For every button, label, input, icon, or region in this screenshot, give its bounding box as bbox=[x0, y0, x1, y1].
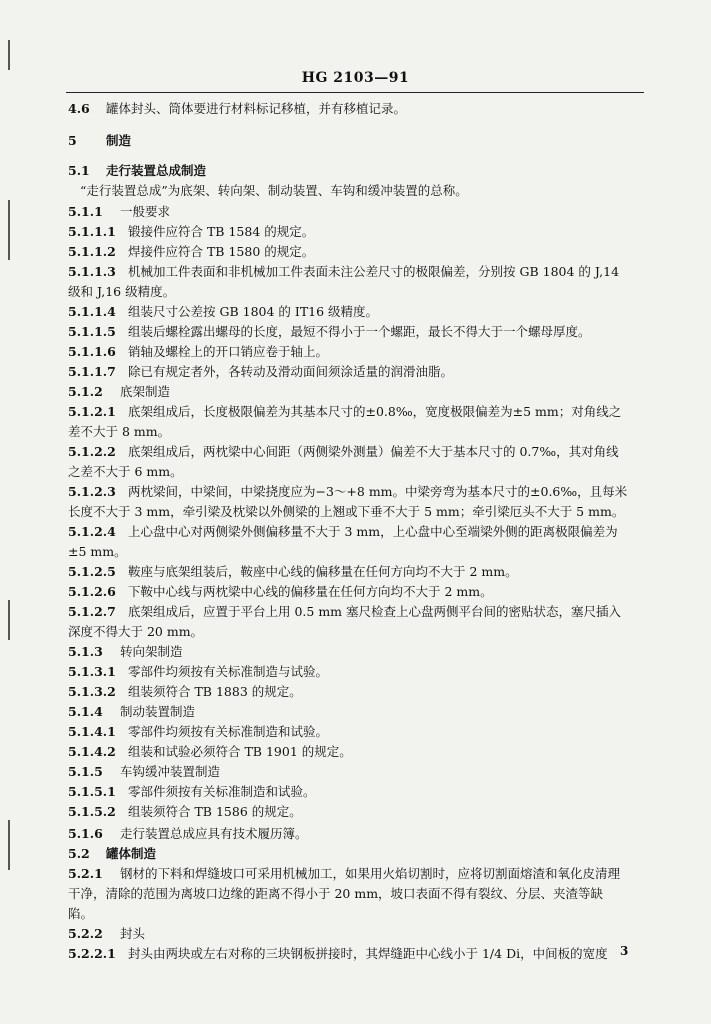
scan-edge-mark bbox=[8, 600, 10, 640]
clause-text: 车钩缓冲装置制造 bbox=[120, 764, 221, 779]
text-line bbox=[68, 424, 648, 440]
clause-text: 底架组成后，两枕梁中心间距（两侧梁外测量）偏差不大于基本尺寸的 0.7‰，其对角线 bbox=[128, 444, 619, 459]
scan-edge-mark bbox=[8, 40, 10, 70]
clause-text: 级和 J,16 级精度。 bbox=[68, 284, 176, 299]
clause-number: 5.1.1.1 bbox=[68, 224, 116, 239]
clause-text: 零部件须按有关标准制造和试验。 bbox=[128, 784, 316, 799]
text-line bbox=[68, 183, 660, 199]
clause-number: 5.2.2 bbox=[68, 926, 103, 941]
clause-number: 5.1.2.7 bbox=[68, 604, 116, 619]
clause-text: “走行装置总成”为底架、转向架、制动装置、车钩和缓冲装置的总称。 bbox=[80, 183, 468, 198]
clause-number: 5.1 bbox=[68, 163, 90, 178]
clause-text: 底架组成后，应置于平台上用 0.5 mm 塞尺检查上心盘两侧平台间的密贴状态，塞尺插入 bbox=[128, 604, 622, 619]
clause-text: 锻接件应符合 TB 1584 的规定。 bbox=[128, 224, 315, 239]
text-line bbox=[68, 133, 648, 149]
text-line bbox=[68, 524, 648, 540]
clause-number: 5.1.3.1 bbox=[68, 664, 116, 679]
clause-text: 一般要求 bbox=[120, 204, 171, 219]
text-line bbox=[68, 304, 648, 320]
text-line bbox=[68, 604, 648, 620]
clause-text: 走行装置总成应具有技术履历簿。 bbox=[120, 826, 308, 841]
clause-text: 上心盘中心对两侧梁外侧偏移量不大于 3 mm，上心盘中心至端梁外侧的距离极限偏差为 bbox=[128, 524, 618, 539]
clause-text: 封头由两块或左右对称的三块钢板拼接时，其焊缝距中心线小于 1/4 Di，中间板的宽度 bbox=[128, 946, 608, 961]
clause-number: 5.1.5 bbox=[68, 764, 103, 779]
text-line bbox=[68, 764, 648, 780]
text-line bbox=[68, 644, 648, 660]
clause-text: ±5 mm。 bbox=[68, 544, 127, 559]
clause-text: 零部件均须按有关标准制造与试验。 bbox=[128, 664, 329, 679]
clause-text: 走行装置总成制造 bbox=[106, 163, 207, 178]
text-line bbox=[68, 724, 648, 740]
clause-number: 5.1.1.5 bbox=[68, 324, 116, 339]
text-line bbox=[68, 344, 648, 360]
text-line bbox=[68, 384, 648, 400]
text-line bbox=[68, 544, 648, 560]
clause-text: 组装后螺栓露出螺母的长度，最短不得小于一个螺距，最长不得大于一个螺母厚度。 bbox=[128, 324, 591, 339]
clause-text: 销轴及螺栓上的开口销应卷于轴上。 bbox=[128, 344, 329, 359]
text-line bbox=[68, 906, 648, 922]
clause-text: 底架组成后，长度极限偏差为其基本尺寸的±0.8‰，宽度极限偏差为±5 mm；对角线之 bbox=[128, 404, 622, 419]
clause-text: 差不大于 8 mm。 bbox=[68, 424, 171, 439]
clause-text: 制动装置制造 bbox=[120, 704, 196, 719]
clause-text: 组装须符合 TB 1883 的规定。 bbox=[128, 684, 302, 699]
text-line bbox=[68, 464, 648, 480]
clause-text: 除已有规定者外，各转动及滑动面间须涂适量的润滑油脂。 bbox=[128, 364, 454, 379]
standard-number-header: HG 2103—91 bbox=[301, 70, 410, 86]
clause-text: 组装和试验必须符合 TB 1901 的规定。 bbox=[128, 744, 352, 759]
clause-number: 5.2.2.1 bbox=[68, 946, 116, 961]
clause-number: 5.1.6 bbox=[68, 826, 103, 841]
text-line bbox=[68, 866, 648, 882]
text-line bbox=[68, 664, 648, 680]
clause-number: 5.1.1.2 bbox=[68, 244, 116, 259]
text-line bbox=[68, 886, 648, 902]
clause-text: 罐体制造 bbox=[106, 846, 157, 861]
clause-text: 转向架制造 bbox=[120, 644, 183, 659]
text-line bbox=[68, 163, 648, 179]
text-line bbox=[68, 684, 648, 700]
clause-number: 5.1.1.6 bbox=[68, 344, 116, 359]
clause-number: 5 bbox=[68, 133, 77, 148]
text-line bbox=[68, 204, 648, 220]
clause-number: 5.1.4 bbox=[68, 704, 103, 719]
clause-number: 5.1.2.3 bbox=[68, 484, 116, 499]
text-line bbox=[68, 364, 648, 380]
text-line bbox=[68, 284, 648, 300]
text-line bbox=[68, 264, 648, 280]
clause-number: 5.1.2.5 bbox=[68, 564, 116, 579]
text-line bbox=[68, 101, 648, 117]
clause-number: 5.1.1.7 bbox=[68, 364, 116, 379]
text-line bbox=[68, 946, 648, 962]
clause-number: 5.1.4.1 bbox=[68, 724, 116, 739]
clause-number: 5.2.1 bbox=[68, 866, 103, 881]
text-line bbox=[68, 784, 648, 800]
clause-number: 5.1.4.2 bbox=[68, 744, 116, 759]
text-line bbox=[68, 826, 648, 842]
text-line bbox=[68, 404, 648, 420]
clause-text: 两枕梁间，中梁间，中梁挠度应为−3～+8 mm。中梁旁弯为基本尺寸的±0.6‰，且每米 bbox=[128, 484, 628, 499]
text-line bbox=[68, 584, 648, 600]
text-line bbox=[68, 744, 648, 760]
clause-number: 4.6 bbox=[68, 101, 90, 116]
text-line bbox=[68, 846, 648, 862]
clause-text: 封头 bbox=[120, 926, 146, 941]
clause-text: 零部件均须按有关标准制造和试验。 bbox=[128, 724, 329, 739]
clause-number: 5.1.1.3 bbox=[68, 264, 116, 279]
text-line bbox=[68, 564, 648, 580]
clause-text: 长度不大于 3 mm，牵引梁及枕梁以外侧梁的上翘或下垂不大于 5 mm；牵引梁厄头不大于 5 mm。 bbox=[68, 504, 625, 519]
clause-text: 焊接件应符合 TB 1580 的规定。 bbox=[128, 244, 315, 259]
clause-number: 5.1.1 bbox=[68, 204, 103, 219]
text-line bbox=[68, 504, 648, 520]
text-line bbox=[68, 224, 648, 240]
clause-text: 罐体封头、筒体要进行材料标记移植，并有移植记录。 bbox=[106, 101, 407, 116]
scan-edge-mark bbox=[8, 820, 10, 870]
scan-edge-mark bbox=[8, 200, 10, 260]
clause-text: 钢材的下料和焊缝坡口可采用机械加工，如果用火焰切割时，应将切割面熔渣和氧化皮清理 bbox=[120, 866, 621, 881]
clause-text: 鞍座与底架组装后，鞍座中心线的偏移量在任何方向均不大于 2 mm。 bbox=[128, 564, 518, 579]
clause-text: 底架制造 bbox=[120, 384, 171, 399]
clause-text: 深度不得大于 20 mm。 bbox=[68, 624, 204, 639]
clause-text: 机械加工件表面和非机械加工件表面未注公差尺寸的极限偏差，分别按 GB 1804 的 J,14 bbox=[128, 264, 620, 279]
text-line bbox=[68, 704, 648, 720]
clause-number: 5.1.3 bbox=[68, 644, 103, 659]
text-line bbox=[68, 244, 648, 260]
text-line bbox=[68, 804, 648, 820]
clause-text: 干净，清除的范围为离坡口边缘的距离不得小于 20 mm，坡口表面不得有裂纹、分层、夹渣等缺 bbox=[68, 886, 604, 901]
page-number: 3 bbox=[620, 944, 629, 958]
text-line bbox=[68, 926, 648, 942]
clause-text: 制造 bbox=[106, 133, 132, 148]
clause-text: 陷。 bbox=[68, 906, 94, 921]
clause-text: 组装须符合 TB 1586 的规定。 bbox=[128, 804, 302, 819]
clause-text: 之差不大于 6 mm。 bbox=[68, 464, 183, 479]
clause-number: 5.1.5.1 bbox=[68, 784, 116, 799]
header-rule bbox=[66, 92, 644, 93]
text-line bbox=[68, 444, 648, 460]
text-line bbox=[68, 484, 648, 500]
text-line bbox=[68, 324, 648, 340]
clause-number: 5.1.2.4 bbox=[68, 524, 116, 539]
clause-number: 5.1.2.1 bbox=[68, 404, 116, 419]
clause-number: 5.1.3.2 bbox=[68, 684, 116, 699]
clause-number: 5.1.2 bbox=[68, 384, 103, 399]
clause-number: 5.1.2.6 bbox=[68, 584, 116, 599]
clause-text: 组装尺寸公差按 GB 1804 的 IT16 级精度。 bbox=[128, 304, 379, 319]
clause-number: 5.2 bbox=[68, 846, 90, 861]
clause-number: 5.1.2.2 bbox=[68, 444, 116, 459]
text-line bbox=[68, 624, 648, 640]
clause-text: 下鞍中心线与两枕梁中心线的偏移量在任何方向均不大于 2 mm。 bbox=[128, 584, 493, 599]
clause-number: 5.1.1.4 bbox=[68, 304, 116, 319]
clause-number: 5.1.5.2 bbox=[68, 804, 116, 819]
